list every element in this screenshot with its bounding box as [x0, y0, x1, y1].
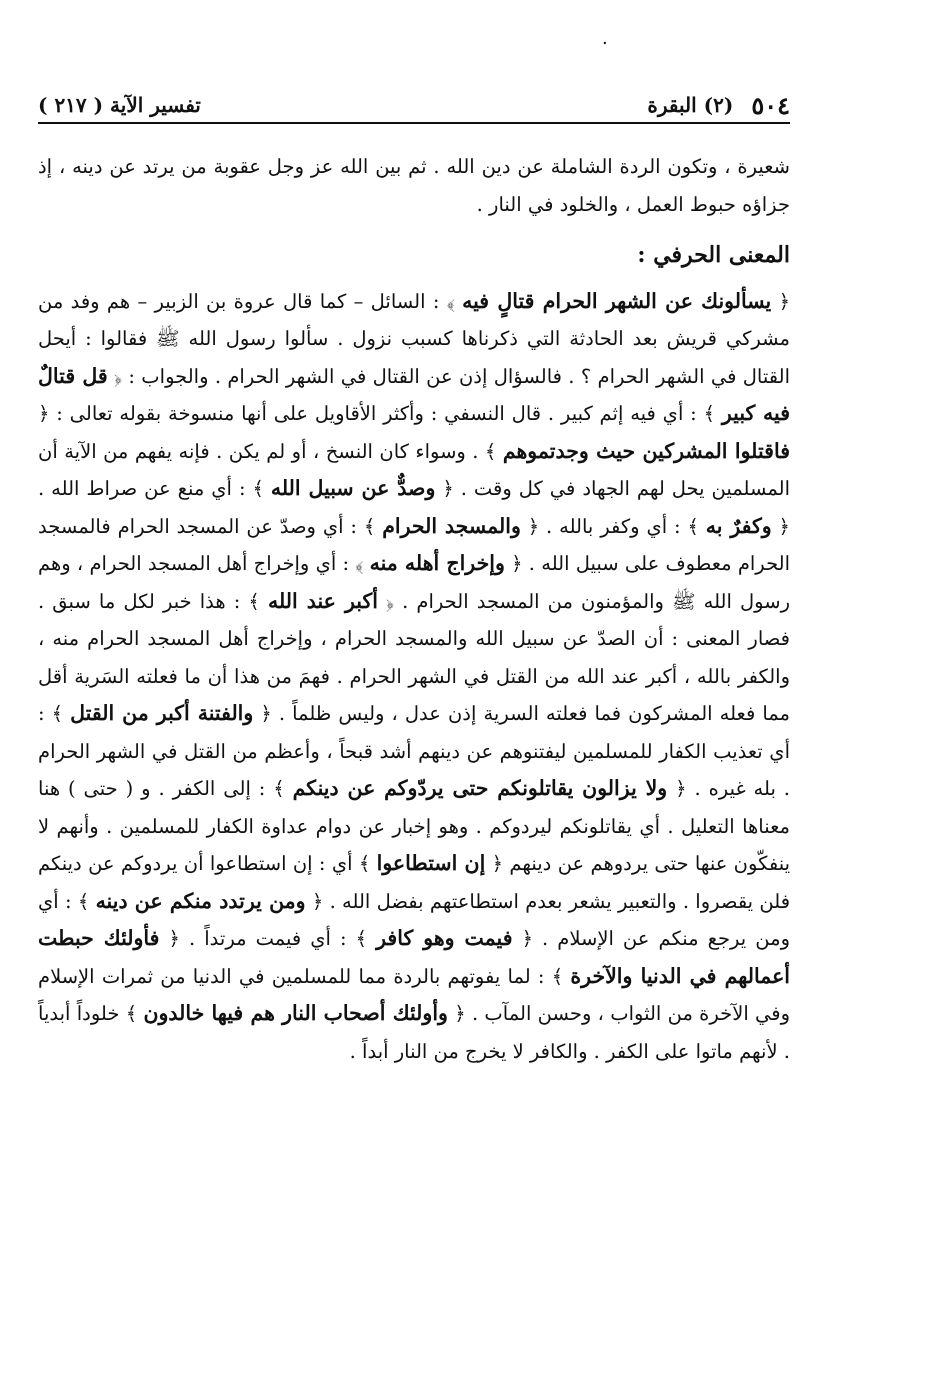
commentary-text: ﴾ : أي وإخراج أهل المسجد الحرام ، وهم رسول الله ﷺ والمؤمنون من المسجد الحرام . ﴿ [38, 552, 791, 613]
header-right [647, 91, 790, 120]
quran-quote: فيمت وهو كافر [376, 926, 513, 950]
quran-quote: أكبر عند الله [267, 588, 378, 613]
commentary-text: ﴾ : أي وكفر بالله . ﴿ [527, 514, 699, 538]
quran-quote: إن استطاعوا [376, 851, 486, 875]
page-body [38, 148, 790, 1070]
page-number: ٥٠٤ [751, 90, 790, 120]
quran-quote: وإخراج أهله منه [369, 551, 505, 575]
intro-paragraph: شعيرة ، وتكون الردة الشاملة عن دين الله . ثم بين الله عز وجل عقوبة من يرتد عن دينه ، إذ جزاؤه حبوط العمل ، والخلود في النار . [38, 155, 790, 216]
section-title: المعنى الحرفي : [637, 242, 790, 268]
commentary-text: ﴾ : إلى الكفر . و ( حتى ) هنا معناها التعليل . أي يقاتلونكم ليردوكم . وهو إخبار عن دوام عداوة الكفار للمسلمين . وأنهم لا ينفكّون عنها حتى يردوهم عن دينهم ﴿ [38, 777, 791, 875]
quran-quote: ومن يرتدد منكم عن دينه [95, 888, 306, 913]
section-reference: تفسير الآية ( ٢١٧ ) [38, 93, 201, 117]
ink-dot: ٠ [600, 32, 610, 53]
commentary-text: ﴾ : هذا خبر لكل ما سبق . فصار المعنى : أن الصدّ عن سبيل الله والمسجد الحرام ، وإخراج أهل المسجد الحرام منه ، والكفر بالله ، أكبر عند الله من القتل في الشهر الحرام . فهمَ من هذا أن ما فعلته السَرية أقل مما فعله المشركون فما فعلته السرية إذن عدل ، وليس ظلماً . ﴿ [38, 589, 791, 725]
commentary-text: ﴾ خلوداً أبدياً . لأنهم ماتوا على الكفر . والكافر لا يخرج من النار أبداً . [38, 1002, 790, 1063]
commentary-text: ﴾ : أي فيه إثم كبير . قال النسفي : وأكثر الأقاويل على أنها منسوخة بقوله تعالى : ﴿ [38, 402, 715, 425]
bracket-open: ﴿ [778, 289, 791, 313]
quran-quote: وأولئك أصحاب النار هم فيها خالدون [143, 1001, 448, 1025]
surah-name: (٢) البقرة [647, 93, 734, 117]
page-header [38, 88, 790, 124]
commentary-text: ﴾ : أي تعذيب الكفار للمسلمين ليفتنوهم عن دينهم أشد قبحاً ، وأعظم من القتل في الشهر الحرام . بله غيره . ﴿ [38, 702, 791, 800]
quran-quote: يسألونك عن الشهر الحرام قتالٍ فيه [462, 288, 772, 313]
quran-quote: وكفرٌ به [705, 513, 772, 538]
commentary-text: ﴾ : أي وصدّ عن المسجد الحرام فالمسجد الحرام معطوف على سبيل الله . ﴿ [38, 514, 791, 575]
quran-quote: قل قتالٌ فيه كبير [38, 363, 791, 425]
quran-quote: فاقتلوا المشركين حيث وجدتموهم [502, 438, 791, 463]
commentary-text: ﴾ أي : إن استطاعوا أن يردوكم عن دينكم فلن يقصروا . والتعبير يشعر بعدم استطاعتهم بفضل الله . ﴿ [38, 852, 791, 913]
quran-quote: وصدٌّ عن سبيل الله [270, 476, 436, 500]
commentary-text: ﴾ . وسواء كان النسخ ، أو لم يكن . فإنه يفهم من الآية أن المسلمين يحل لهم الجهاد في كل وقت . ﴿ [38, 439, 790, 500]
quran-quote: والمسجد الحرام [382, 513, 521, 538]
commentary-paragraph [38, 283, 790, 1071]
quran-quote: والفتنة أكبر من القتل [70, 701, 254, 725]
commentary-text: ﴾ : أي منع عن صراط الله . ﴿ [38, 477, 790, 538]
commentary-text: ﴾ : لما يفوتهم بالردة مما للمسلمين في الدنيا من ثمرات الإسلام وفي الآخرة من الثواب ، وحسن المآب . ﴿ [38, 964, 791, 1025]
quran-quote: ولا يزالون يقاتلونكم حتى يردّوكم عن دينكم [292, 776, 668, 800]
commentary-text: ﴾ : أي فيمت مرتداً . ﴿ [168, 927, 368, 950]
book-page [38, 0, 790, 1385]
quran-quote: فأولئك حبطت أعمالهم في الدنيا والآخرة [38, 926, 791, 988]
commentary-text: ﴾ : أي ومن يرجع منكم عن الإسلام . ﴿ [38, 889, 790, 950]
commentary-text: ﴾ : السائل – كما قال عروة بن الزبير – هم وفد من مشركي قريش بعد الحادثة التي ذكرناها كسبب نزول . سألوا رسول الله ﷺ فقالوا : أيحل القتال في الشهر الحرام ؟ . فالسؤال إذن عن القتال في الشهر الحرام . والجواب : ﴿ [38, 289, 790, 388]
